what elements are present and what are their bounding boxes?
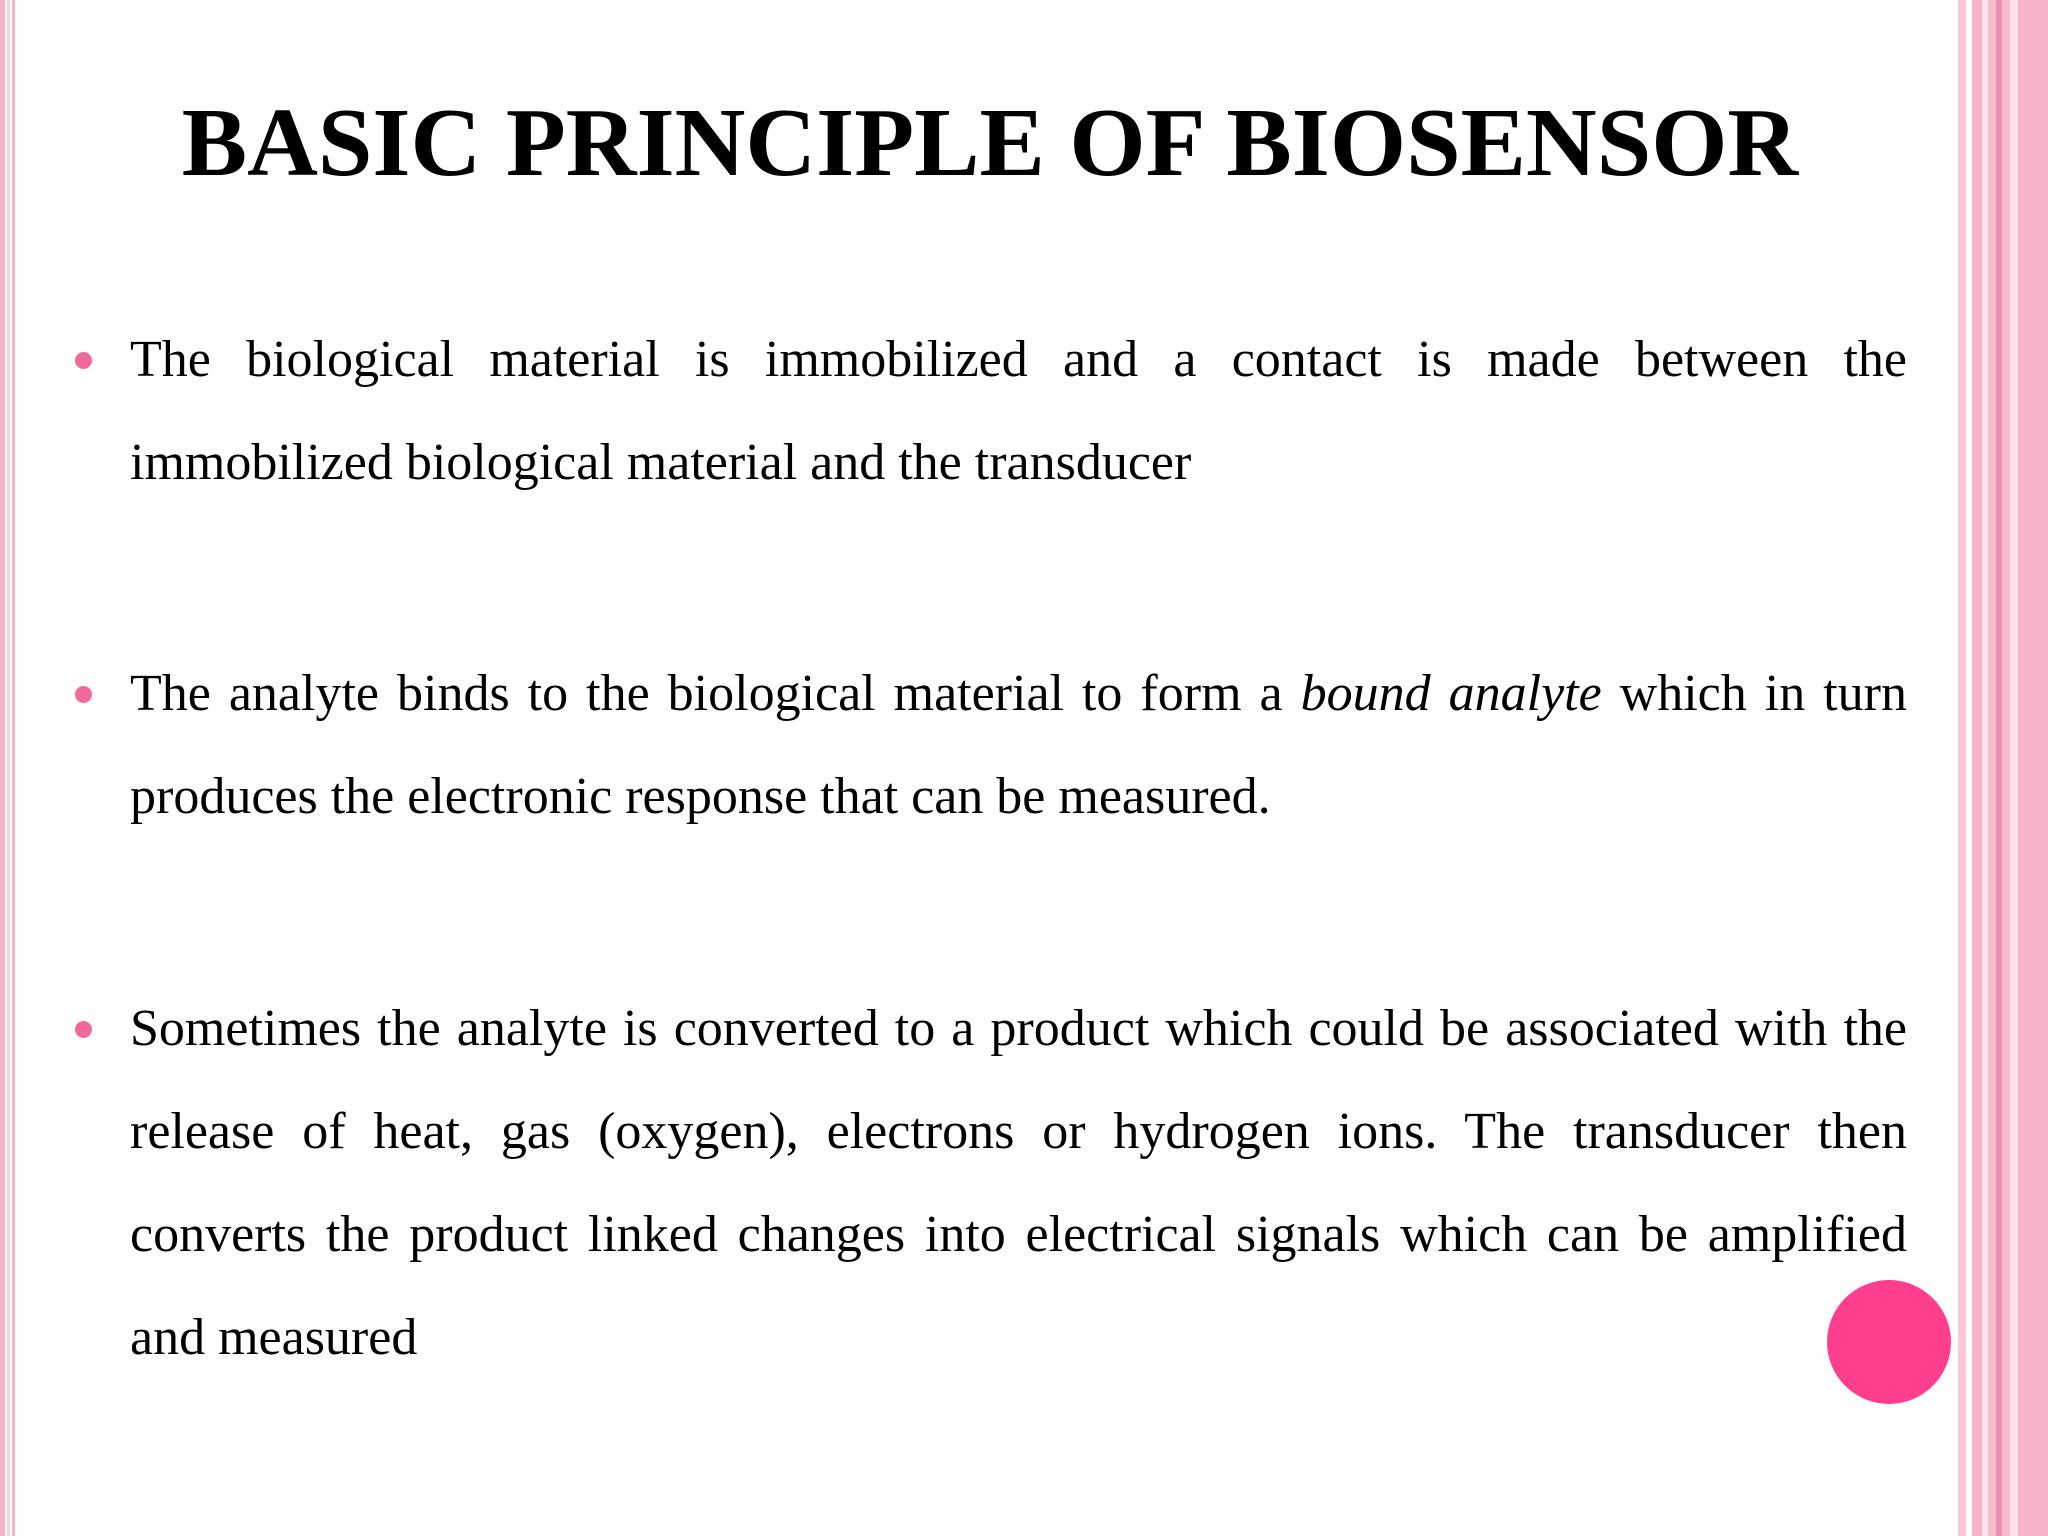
decorative-circle-icon [1827, 1280, 1951, 1404]
right-border-stripe [1972, 0, 1982, 1536]
bullet-text: The biological material is immobilized and a contact is made between the immobilized biological material and the transducer [130, 331, 1907, 491]
right-border-stripe [1988, 0, 1996, 1536]
right-border-stripe [2018, 0, 2048, 1536]
bullet-dot-icon [75, 1021, 92, 1038]
right-border-stripe [2002, 0, 2010, 1536]
left-border-stripe [7, 0, 10, 1536]
bullet-text [130, 642, 1907, 848]
right-border-stripe [2010, 0, 2018, 1536]
right-border-stripe [1958, 0, 1966, 1536]
slide-title: BASIC PRINCIPLE OF BIOSENSOR [181, 89, 1799, 197]
left-border-stripe [0, 0, 5, 1536]
left-border-stripe [12, 0, 15, 1536]
bullet-text-part: The analyte binds to the biological material to form a [130, 665, 1301, 722]
bullet-dot-icon [75, 352, 92, 369]
bullet-emphasis: bound analyte [1300, 665, 1602, 722]
bullet-text: Sometimes the analyte is converted to a product which could be associated with the release of heat, gas (oxygen), electrons or hydrogen ions. The transducer then converts the product linked changes into electrical signals which can be amplified and measured [130, 1000, 1907, 1366]
bullet-text-part: which in turn produces the electronic response that can be measured. [130, 665, 1907, 825]
bullet-dot-icon [75, 686, 92, 703]
